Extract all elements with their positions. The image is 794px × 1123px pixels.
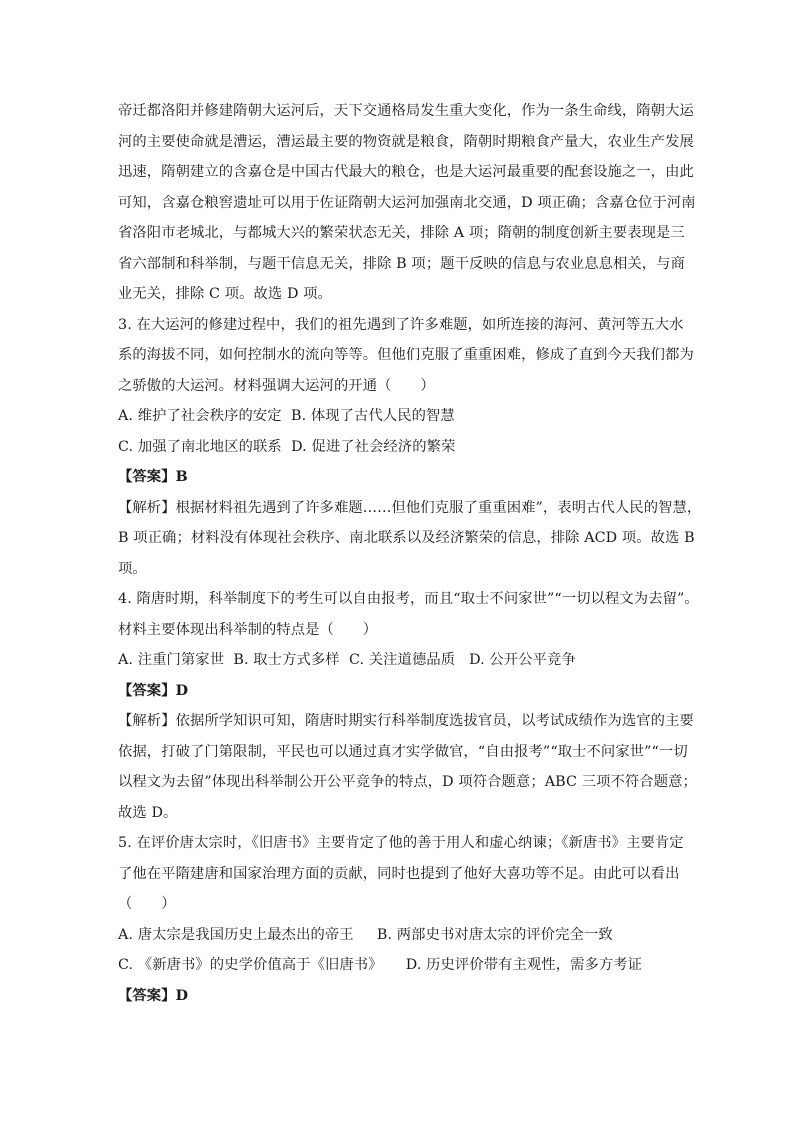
question-5-answer: 【答案】D <box>118 987 189 1004</box>
text-line: 迅速，隋朝建立的含嘉仓是中国古代最大的粮仓，也是大运河最重要的配套设施之一，由此 <box>118 164 694 180</box>
question-4-stem: 4. 隋唐时期，科举制度下的考生可以自由报考，而且“取士不问家世”“一切以程文为去留”。 <box>118 591 699 607</box>
question-3-analysis: 项。 <box>118 560 147 577</box>
text-line: 业无关，排除 C 项。故选 D 项。 <box>118 286 332 302</box>
text-line: 帝迁都洛阳并修建隋朝大运河后，天下交通格局发生重大变化，作为一条生命线，隋朝大运 <box>118 103 694 119</box>
question-4-analysis: 故选 D。 <box>118 804 178 821</box>
question-5-stem: 5. 在评价唐太宗时，《旧唐书》主要肯定了他的善于用人和虚心纳谏；《新唐书》主要肯定 <box>118 835 684 851</box>
text-line: 省洛阳市老城北，与都城大兴的繁荣状态无关，排除 A 项；隋朝的制度创新主要表现是三 <box>118 225 685 241</box>
question-4-analysis: 【解析】依据所学知识可知，隋唐时期实行科举制度选拔官员，以考试成绩作为选官的主要 <box>118 713 694 729</box>
question-5-stem: （ ） <box>118 896 176 912</box>
question-3-analysis: B 项正确；材料没有体现社会秩序、南北联系以及经济繁荣的信息，排除 ACD 项。故选 B <box>118 530 695 546</box>
question-5-options: C. 《新唐书》的史学价值高于《旧唐书》 D. 历史评价带有主观性，需多方考证 <box>118 957 643 973</box>
question-4-stem: 材料主要体现出科举制的特点是（ ） <box>118 621 378 638</box>
text-line: 省六部制和科举制，与题干信息无关，排除 B 项；题干反映的信息与农业息息相关，与商 <box>118 255 685 272</box>
question-3-stem: 系的海拔不同，如何控制水的流向等等。但他们克服了重重困难，修成了直到今天我们都为 <box>118 347 694 363</box>
text-line: 可知，含嘉仓粮窖遗址可以用于佐证隋朝大运河加强南北交通，D 项正确；含嘉仓位于河南 <box>118 194 696 211</box>
question-3-options: A. 维护了社会秩序的安定 B. 体现了古代人民的智慧 <box>118 408 455 424</box>
question-3-stem: 3. 在大运河的修建过程中，我们的祖先遇到了许多难题，如所连接的海河、黄河等五大水 <box>118 316 684 333</box>
text-line: 河的主要使命就是漕运，漕运最主要的物资就是粮食，隋朝时期粮食产量大，农业生产发展 <box>118 133 694 150</box>
question-4-answer: 【答案】D <box>118 682 189 699</box>
question-4-analysis: 依据，打破了门第限制，平民也可以通过真才实学做官，“自由报考”“取士不问家世”“一切 <box>118 743 688 760</box>
question-3-answer: 【答案】B <box>118 469 188 485</box>
question-3-stem: 之骄傲的大运河。材料强调大运河的开通（ ） <box>118 377 435 394</box>
question-5-options: A. 唐太宗是我国历史上最杰出的帝王 B. 两部史书对唐太宗的评价完全一致 <box>118 926 613 943</box>
question-5-stem: 了他在平隋建唐和国家治理方面的贡献，同时也提到了他好大喜功等不足。由此可以看出 <box>118 865 680 882</box>
document-body <box>118 96 702 1011</box>
question-4-analysis: 以程文为去留”体现出科举制公开公平竞争的特点，D 项符合题意；ABC 三项不符合题意； <box>118 774 697 790</box>
question-3-analysis: 【解析】根据材料祖先遇到了许多难题……但他们克服了重重困难”，表明古代人民的智慧， <box>118 499 702 516</box>
question-4-options: A. 注重门第家世 B. 取士方式多样 C. 关注道德品质 D. 公开公平竞争 <box>118 652 576 668</box>
question-3-options: C. 加强了南北地区的联系 D. 促进了社会经济的繁荣 <box>118 438 456 455</box>
